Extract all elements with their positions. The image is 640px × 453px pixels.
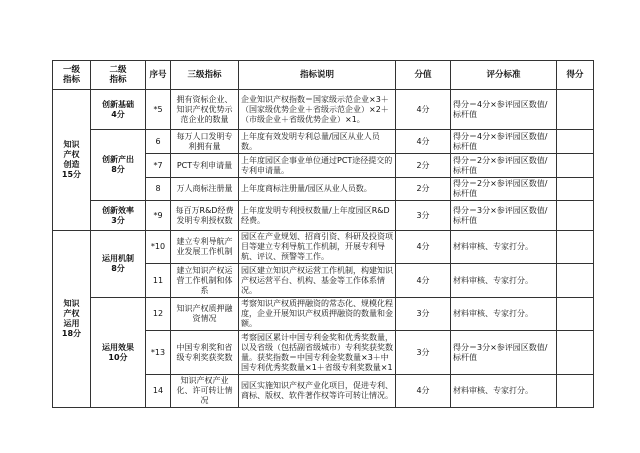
- desc-cell: 园区实施知识产权产业化项目，促进专利、商标、版权、软件著作权等许可转让情况。: [239, 375, 396, 408]
- seq-cell: 11: [146, 264, 171, 298]
- header-level2: 二级 指标: [91, 61, 146, 90]
- desc-cell: 上年度商标注册量/园区从业人员数。: [239, 178, 396, 201]
- level3-cell: 建立知识产权运营工作机制和体系: [171, 264, 239, 298]
- score-cell: 4分: [396, 375, 451, 408]
- level2-cell: 创新基础 4分: [91, 90, 146, 130]
- standard-cell: 得分＝4分×参评园区数值/标杆值: [451, 130, 557, 154]
- desc-cell: 企业知识产权指数＝国家级示范企业×3＋（国家级优势企业＋省级示范企业）×2＋（市级企业＋省级优势企业）×1。: [239, 90, 396, 130]
- table-header-row: [53, 61, 594, 90]
- standard-cell: 得分＝2分×参评园区数值/标杆值: [451, 154, 557, 178]
- desc-cell: 考察园区累计中国专利金奖和优秀奖数量，以及省级（包括副省级城市）专利奖获奖数量。获奖指数＝中国专利金奖数量×3＋中国专利优秀奖数量×1＋省级专利奖数量×1: [239, 331, 396, 375]
- header-seq: 序号: [146, 61, 171, 90]
- score-cell: 3分: [396, 298, 451, 331]
- header-desc: 指标说明: [239, 61, 396, 90]
- header-level1: 一级 指标: [53, 61, 91, 90]
- got-cell: [557, 298, 594, 331]
- level3-cell: 知识产权产业化、许可转让情况: [171, 375, 239, 408]
- seq-cell: *9: [146, 201, 171, 231]
- got-cell: [557, 90, 594, 130]
- seq-cell: 14: [146, 375, 171, 408]
- seq-cell: *5: [146, 90, 171, 130]
- evaluation-index-table: [52, 60, 594, 408]
- standard-cell: 材料审核、专家打分。: [451, 264, 557, 298]
- seq-cell: 12: [146, 298, 171, 331]
- level3-cell: PCT专利申请量: [171, 154, 239, 178]
- level1-cell: 知识 产权 运用 18分: [53, 231, 91, 408]
- level2-cell: 运用机制 8分: [91, 231, 146, 298]
- header-standard: 评分标准: [451, 61, 557, 90]
- got-cell: [557, 201, 594, 231]
- level3-cell: 知识产权质押融资情况: [171, 298, 239, 331]
- standard-cell: 材料审核、专家打分。: [451, 298, 557, 331]
- level3-cell: 万人商标注册量: [171, 178, 239, 201]
- table-row: [53, 231, 594, 264]
- got-cell: [557, 130, 594, 154]
- score-cell: 4分: [396, 90, 451, 130]
- score-cell: 3分: [396, 331, 451, 375]
- got-cell: [557, 154, 594, 178]
- desc-cell: 园区建立知识产权运营工作机制，构建知识产权运营平台、机构、基金等工作体系情况。: [239, 264, 396, 298]
- level3-cell: 中国专利奖和省级专利奖获奖数: [171, 331, 239, 375]
- seq-cell: 6: [146, 130, 171, 154]
- score-cell: 4分: [396, 264, 451, 298]
- standard-cell: 材料审核、专家打分。: [451, 231, 557, 264]
- level3-cell: 每万人口发明专利拥有量: [171, 130, 239, 154]
- level1-cell: 知识 产权 创造 15分: [53, 90, 91, 231]
- seq-cell: 8: [146, 178, 171, 201]
- standard-cell: 得分＝3分×参评园区数值/标杆值: [451, 201, 557, 231]
- desc-cell: 考察知识产权质押融资的常态化、规模化程度，企业开展知识产权质押融资的数量和金额。: [239, 298, 396, 331]
- level2-cell: 创新效率 3分: [91, 201, 146, 231]
- table-row: [53, 90, 594, 130]
- score-cell: 4分: [396, 130, 451, 154]
- score-cell: 4分: [396, 231, 451, 264]
- desc-cell: 上年度有效发明专利总量/园区从业人员数。: [239, 130, 396, 154]
- seq-cell: *7: [146, 154, 171, 178]
- level2-cell: 运用效果 10分: [91, 298, 146, 408]
- table-row: [53, 201, 594, 231]
- standard-cell: 得分＝4分×参评园区数值/标杆值: [451, 90, 557, 130]
- got-cell: [557, 178, 594, 201]
- desc-cell: 上年度园区企事业单位通过PCT途径提交的专利申请量。: [239, 154, 396, 178]
- desc-cell: 上年度发明专利授权数量/上年度园区R&D经费。: [239, 201, 396, 231]
- seq-cell: *13: [146, 331, 171, 375]
- header-got: 得分: [557, 61, 594, 90]
- level3-cell: 每百万R&D经费发明专利授权数: [171, 201, 239, 231]
- header-level3: 三级指标: [171, 61, 239, 90]
- header-score: 分值: [396, 61, 451, 90]
- table-row: [53, 298, 594, 331]
- seq-cell: *10: [146, 231, 171, 264]
- level3-cell: 拥有资标企业、知识产权优势示范企业的数量: [171, 90, 239, 130]
- score-cell: 2分: [396, 178, 451, 201]
- level2-cell: 创新产出 8分: [91, 130, 146, 201]
- desc-cell: 园区在产业规划、招商引资、科研及投资项目等建立专利导航工作机制，开展专利导航、评议、预警等工作。: [239, 231, 396, 264]
- standard-cell: 得分＝2分×参评园区数值/标杆值: [451, 178, 557, 201]
- got-cell: [557, 375, 594, 408]
- got-cell: [557, 231, 594, 264]
- standard-cell: 得分＝3分×参评园区数值/标杆值: [451, 331, 557, 375]
- standard-cell: 材料审核、专家打分。: [451, 375, 557, 408]
- got-cell: [557, 331, 594, 375]
- score-cell: 3分: [396, 201, 451, 231]
- level3-cell: 建立专利导航产业发展工作机制: [171, 231, 239, 264]
- got-cell: [557, 264, 594, 298]
- score-cell: 2分: [396, 154, 451, 178]
- table-row: [53, 130, 594, 154]
